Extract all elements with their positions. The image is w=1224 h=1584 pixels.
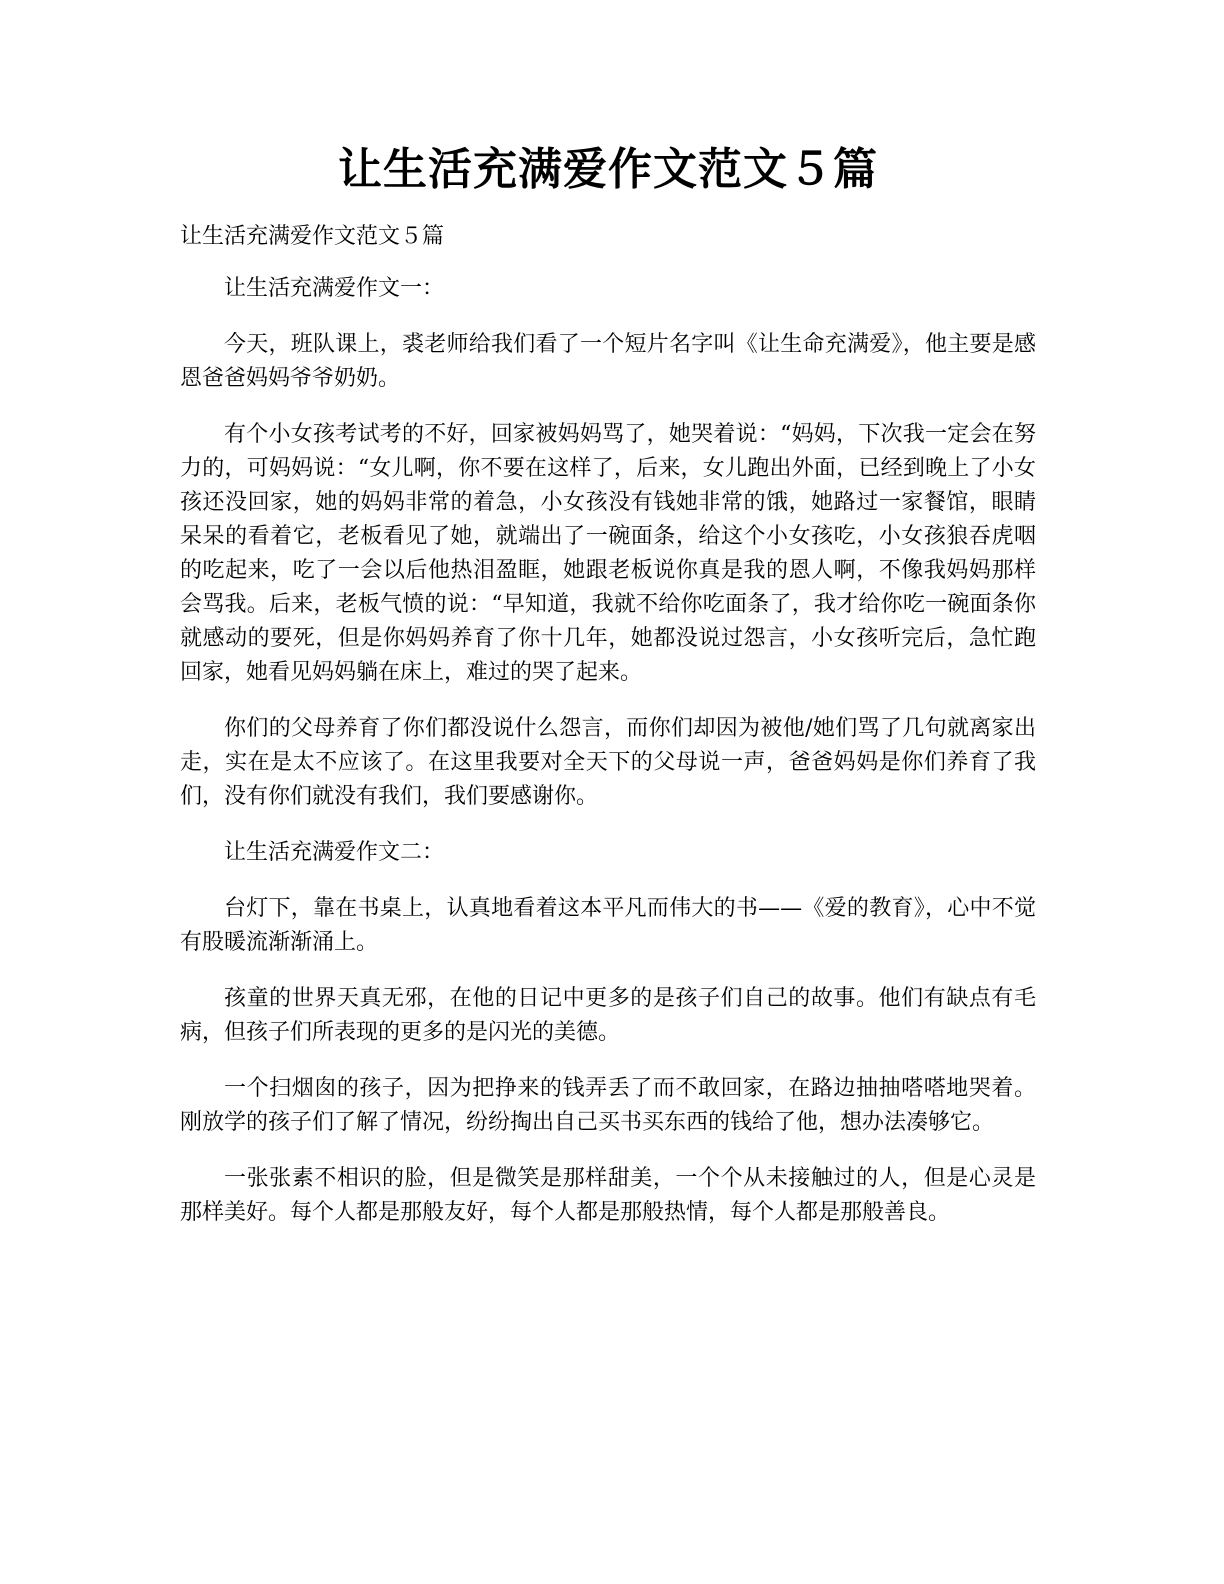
section-heading-one: 让生活充满爱作文一： <box>224 276 445 301</box>
paragraph: 台灯下，靠在书桌上，认真地看着这本平凡而伟大的书——《爱的教育》，心中不觉有股暖流渐渐涌上。 <box>180 896 1036 955</box>
document-subtitle: 让生活充满爱作文范文５篇 <box>180 224 445 249</box>
document-title: 让生活充满爱作文范文５篇 <box>338 144 878 195</box>
document-body <box>180 272 1036 1230</box>
paragraph: 一张张素不相识的脸，但是微笑是那样甜美，一个个从未接触过的人，但是心灵是那样美好。每个人都是那般友好，每个人都是那般热情，每个人都是那般善良。 <box>180 1166 1036 1225</box>
paragraph: 有个小女孩考试考的不好，回家被妈妈骂了，她哭着说：“妈妈，下次我一定会在努力的，可妈妈说：“女儿啊，你不要在这样了，后来，女儿跑出外面，已经到晚上了小女孩还没回家，她的妈妈非常的着急，小女孩没有钱她非常的饿，她路过一家餐馆，眼睛呆呆的看着它，老板看见了她，就端出了一碗面条，给这个小女孩吃，小女孩狼吞虎咽的吃起来，吃了一会以后他热泪盈眶，她跟老板说你真是我的恩人啊，不像我妈妈那样会骂我。后来，老板气愤的说：“早知道，我就不给你吃面条了，我才给你吃一碗面条你就感动的要死，但是你妈妈养育了你十几年，她都没说过怨言，小女孩听完后，急忙跑回家，她看见妈妈躺在床上，难过的哭了起来。 <box>180 422 1036 685</box>
paragraph: 一个扫烟囱的孩子，因为把挣来的钱弄丢了而不敢回家，在路边抽抽嗒嗒地哭着。刚放学的孩子们了解了情况，纷纷掏出自己买书买东西的钱给了他，想办法凑够它。 <box>180 1076 1036 1135</box>
paragraph: 今天，班队课上，裘老师给我们看了一个短片名字叫《让生命充满爱》，他主要是感恩爸爸妈妈爷爷奶奶。 <box>180 332 1036 391</box>
paragraph: 你们的父母养育了你们都没说什么怨言，而你们却因为被他/她们骂了几句就离家出走，实在是太不应该了。在这里我要对全天下的父母说一声，爸爸妈妈是你们养育了我们，没有你们就没有我们，我们要感谢你。 <box>180 716 1036 809</box>
paragraph: 孩童的世界天真无邪，在他的日记中更多的是孩子们自己的故事。他们有缺点有毛病，但孩子们所表现的更多的是闪光的美德。 <box>180 986 1036 1045</box>
section-heading-two: 让生活充满爱作文二： <box>224 840 445 865</box>
